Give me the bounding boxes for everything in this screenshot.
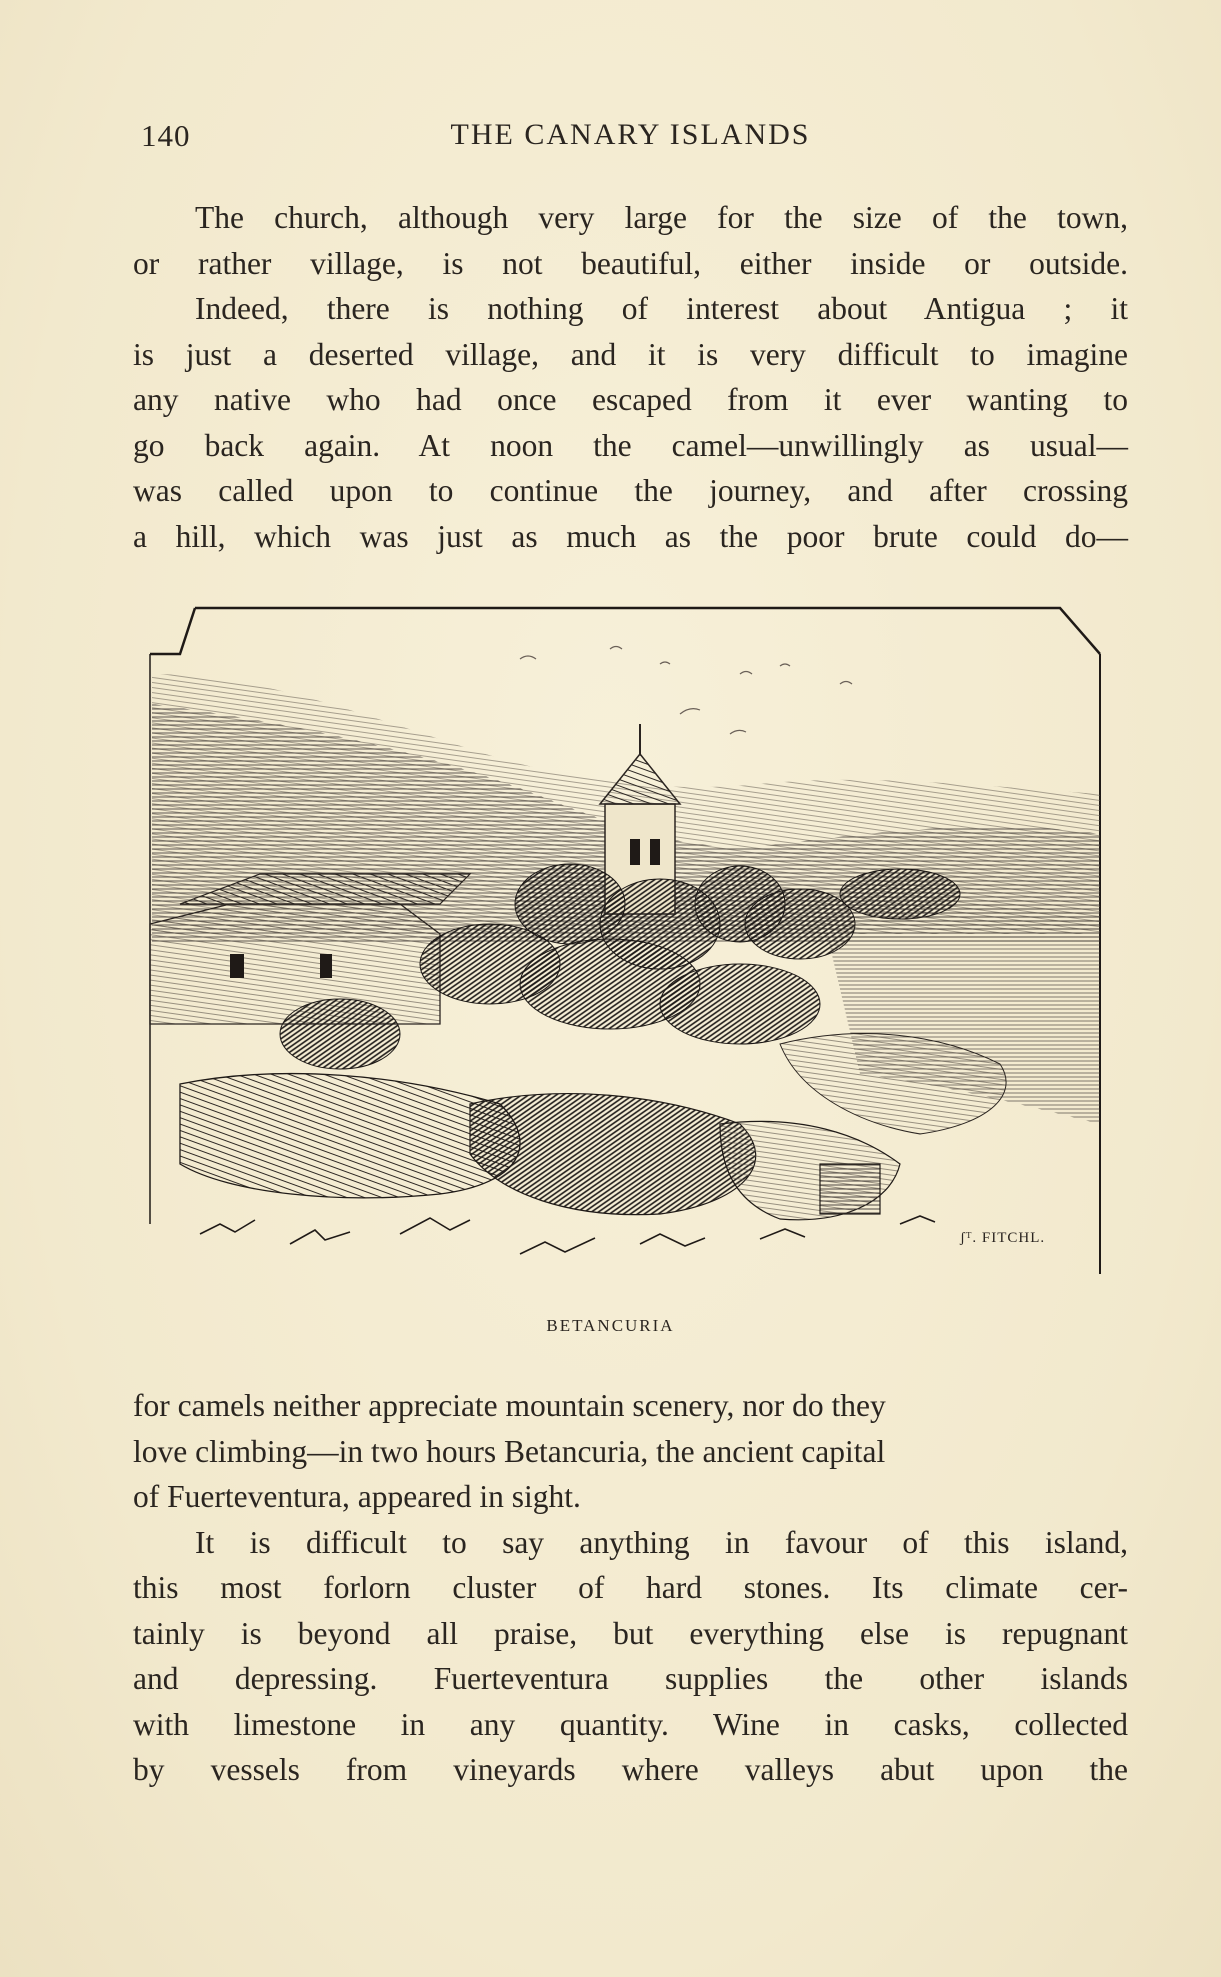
text-line: Indeed, there is nothing of interest about Antigua ; it	[195, 291, 1128, 326]
engraving-illustration	[140, 604, 1110, 1284]
text-block-bottom	[133, 1383, 1128, 1793]
paragraph	[133, 286, 1128, 559]
text-block-top	[133, 195, 1128, 559]
text-line: is just a deserted village, and it is very difficult to imagine	[133, 336, 1128, 372]
text-line: a hill, which was just as much as the poor brute could do—	[133, 518, 1128, 554]
text-line: was called upon to continue the journey, and after crossing	[133, 473, 1128, 508]
text-line: by vessels from vineyards where valleys abut upon the	[133, 1752, 1128, 1787]
text-line: love climbing—in two hours Betancuria, the ancient capital	[133, 1433, 886, 1469]
text-line: It is difficult to say anything in favour of this island,	[195, 1524, 1128, 1560]
text-line: go back again. At noon the camel—unwillingly as usual—	[133, 427, 1128, 463]
running-title: THE CANARY ISLANDS	[450, 118, 811, 151]
text-line: with limestone in any quantity. Wine in casks, collected	[133, 1706, 1128, 1742]
paragraph	[133, 195, 1128, 286]
text-line: this most forlorn cluster of hard stones. Its climate cer-	[133, 1570, 1128, 1605]
text-line: tainly is beyond all praise, but everything else is repugnant	[133, 1615, 1128, 1651]
paragraph	[133, 1383, 1128, 1520]
artist-signature: ʃᵀ. FITCHL.	[960, 1230, 1046, 1246]
text-line: of Fuerteventura, appeared in sight.	[133, 1479, 581, 1514]
page-header	[133, 118, 1128, 158]
page-number: 140	[141, 118, 191, 153]
text-line: any native who had once escaped from it ever wanting to	[133, 382, 1128, 417]
text-line: The church, although very large for the size of the town,	[195, 200, 1128, 235]
text-line: and depressing. Fuerteventura supplies the other islands	[133, 1661, 1128, 1696]
engraving-betancuria	[140, 604, 1110, 1284]
text-line: or rather village, is not beautiful, either inside or outside.	[133, 245, 1128, 281]
illustration-caption: BETANCURIA	[546, 1316, 675, 1335]
paragraph	[133, 1520, 1128, 1793]
text-line: for camels neither appreciate mountain scenery, nor do they	[133, 1388, 886, 1423]
